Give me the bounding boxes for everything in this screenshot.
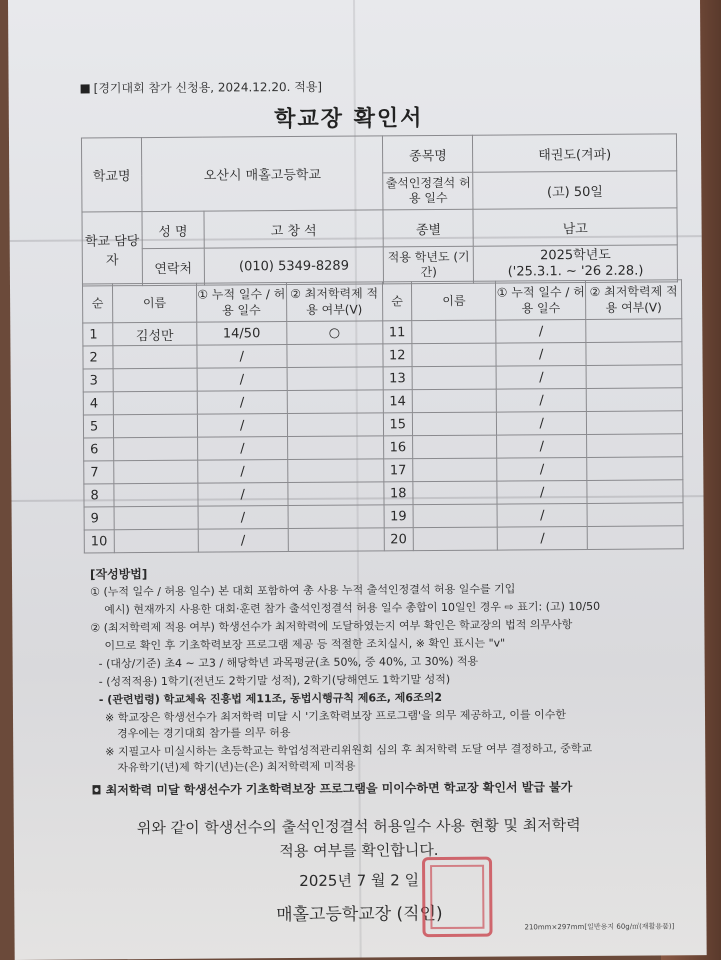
- roster-days-cell: /: [497, 434, 587, 458]
- year-value: 2025학년도 ('25.3.1. ~ '26 2.28.): [474, 245, 678, 283]
- col-min: ② 최저학력제 적용 여부(V): [286, 282, 382, 322]
- method-line: ② (최저학력제 적용 여부) 학생선수가 최저학력에 도달하였는지 여부 확인은 학교장의 법적 의무사항: [90, 618, 573, 635]
- roster-no-cell: 12: [382, 344, 412, 367]
- roster-days-cell: /: [497, 411, 587, 435]
- event-label: 종목명: [383, 135, 473, 173]
- roster-name-cell: [414, 527, 498, 551]
- roster-min-cell: [287, 459, 383, 483]
- roster-days-cell: /: [197, 368, 287, 392]
- roster-no-cell: 5: [83, 415, 113, 438]
- days-label: 출석인정결석 허용 일수: [383, 172, 473, 210]
- confirm-line: 위와 같이 학생선수의 출석인정결석 허용일수 사용 현황 및 최저학력: [136, 816, 581, 838]
- roster-min-cell: [586, 342, 682, 366]
- roster-no-cell: 4: [83, 392, 113, 415]
- roster-no-cell: 1: [83, 323, 113, 346]
- roster-name-cell: [113, 391, 197, 415]
- roster-name-cell: [113, 414, 197, 438]
- roster-name-cell: [413, 366, 497, 390]
- roster-days-cell: /: [496, 319, 586, 343]
- document-paper: [8, 0, 707, 960]
- roster-name-cell: [413, 458, 497, 482]
- roster-days-cell: /: [497, 457, 587, 481]
- roster-name-cell: [114, 460, 198, 484]
- gender-value: 남고: [473, 208, 677, 246]
- year-label: 적용 학년도 (기간): [384, 246, 474, 284]
- staff-label: 학교 담당자: [82, 212, 142, 286]
- roster-no-cell: 14: [383, 390, 413, 413]
- official-seal-stamp: [422, 857, 493, 937]
- confirm-line: 적용 여부를 확인합니다.: [279, 841, 439, 861]
- roster-min-cell: [288, 528, 384, 552]
- roster-no-cell: 10: [84, 530, 114, 553]
- col-days: ① 누적 일수 / 허용 일수: [196, 283, 286, 323]
- roster-days-cell: /: [496, 365, 586, 389]
- roster-no-cell: 7: [84, 461, 114, 484]
- roster-no-cell: 15: [383, 413, 413, 436]
- roster-days-cell: /: [197, 414, 287, 438]
- roster-name-cell: [412, 343, 496, 367]
- roster-days-cell: /: [496, 342, 586, 366]
- roster-no-cell: 18: [383, 482, 413, 505]
- roster-days-cell: /: [498, 526, 588, 550]
- roster-name-cell: [114, 529, 198, 553]
- roster-name-cell: [413, 412, 497, 436]
- method-line: 이므로 확인 후 기초학력보장 프로그램 제공 등 적절한 조치실시, ※ 확인 표시는 "v": [104, 636, 506, 653]
- roster-min-cell: [587, 411, 683, 435]
- roster-min-cell: ○: [286, 321, 382, 345]
- col-name: 이름: [412, 281, 496, 321]
- roster-name-cell: 김성만: [113, 322, 197, 346]
- roster-days-cell: /: [497, 388, 587, 412]
- roster-min-cell: [586, 365, 682, 389]
- roster-min-cell: [287, 344, 383, 368]
- roster-min-cell: [287, 436, 383, 460]
- header-note: [경기대회 참가 신청용, 2024.12.20. 적용]: [81, 78, 323, 97]
- roster-name-cell: [113, 368, 197, 392]
- roster-no-cell: 13: [383, 367, 413, 390]
- roster-min-cell: [587, 457, 683, 481]
- roster-no-cell: 17: [383, 459, 413, 482]
- roster-no-cell: 8: [84, 484, 114, 507]
- roster-name-cell: [412, 320, 496, 344]
- roster-no-cell: 11: [382, 321, 412, 344]
- roster-min-cell: [587, 503, 683, 527]
- roster-min-cell: [587, 526, 683, 550]
- method-line: 예시) 현재까지 사용한 대회·훈련 참가 출석인정결석 허용 일수 총합이 10일인 경우 ⇨ 표기: (고) 10/50: [104, 599, 601, 617]
- roster-days-cell: /: [497, 480, 587, 504]
- days-value: (고) 50일: [473, 171, 677, 209]
- roster-name-cell: [114, 506, 198, 530]
- method-line: 경우에는 경기대회 참가를 의무 허용: [117, 726, 291, 741]
- method-line: 자유학기(년)제 학기(년)는(은) 최저학력제 미적용: [117, 759, 356, 775]
- roster-table: [82, 279, 684, 553]
- roster-days-cell: /: [198, 483, 288, 507]
- roster-no-cell: 3: [83, 369, 113, 392]
- roster-name-cell: [114, 437, 198, 461]
- event-value: 태권도(겨파): [473, 134, 677, 172]
- signer: 매홀고등학교장 (직인): [276, 903, 443, 926]
- gender-label: 종별: [383, 209, 473, 247]
- roster-min-cell: [587, 434, 683, 458]
- school-label: 학교명: [81, 138, 141, 212]
- roster-min-cell: [287, 390, 383, 414]
- roster-min-cell: [288, 482, 384, 506]
- roster-days-cell: /: [198, 506, 288, 530]
- col-name: 이름: [112, 283, 196, 323]
- roster-min-cell: [586, 319, 682, 343]
- roster-name-cell: [113, 345, 197, 369]
- roster-no-cell: 16: [383, 436, 413, 459]
- roster-name-cell: [114, 483, 198, 507]
- paper-spec: 210mm×297mm[일반용지 60g/㎡(재활용품)]: [524, 922, 675, 932]
- method-line: - (대상/기준) 초4 ~ 고3 / 해당학년 과목평균(초 50%, 중 40%, 고 30%) 적용: [98, 654, 479, 671]
- table-row: [84, 526, 683, 553]
- roster-no-cell: 9: [84, 507, 114, 530]
- roster-no-cell: 6: [84, 438, 114, 461]
- document-title: 학교장 확인서: [274, 106, 424, 133]
- roster-days-cell: /: [197, 345, 287, 369]
- roster-min-cell: [586, 388, 682, 412]
- school-value: 오산시 매홀고등학교: [141, 136, 383, 212]
- roster-name-cell: [413, 435, 497, 459]
- col-min: ② 최저학력제 적용 여부(V): [586, 280, 682, 320]
- roster-min-cell: [287, 367, 383, 391]
- roster-name-cell: [414, 504, 498, 528]
- method-title: [작성방법]: [89, 567, 148, 582]
- roster-min-cell: [587, 480, 683, 504]
- method-line: - (성적적용) 1학기(전년도 2학기말 성적), 2학기(당해연도 1학기말 성적): [98, 672, 451, 689]
- roster-min-cell: [287, 413, 383, 437]
- method-line: ※ 학교장은 학생선수가 최저학력 미달 시 '기초학력보장 프로그램'을 의무 제공하고, 이를 이수한: [104, 708, 567, 725]
- confirm-date: 2025년 7 월 2 일: [299, 871, 420, 890]
- roster-days-cell: 14/50: [197, 322, 287, 346]
- roster-name-cell: [413, 481, 497, 505]
- roster-days-cell: /: [197, 437, 287, 461]
- roster-no-cell: 2: [83, 346, 113, 369]
- roster-days-cell: /: [497, 503, 587, 527]
- info-table: [81, 133, 678, 286]
- col-no: 순: [382, 282, 412, 321]
- square-bullet-icon: [81, 84, 90, 93]
- roster-days-cell: /: [198, 529, 288, 553]
- method-line: - (관련법령) 학교체육 진흥법 제11조, 동법시행규칙 제6조, 제6조의2: [98, 690, 443, 707]
- roster-no-cell: 19: [384, 505, 414, 528]
- roster-no-cell: 20: [384, 528, 414, 551]
- col-no: 순: [82, 284, 112, 323]
- name-label: 성 명: [142, 211, 204, 248]
- roster-days-cell: /: [197, 391, 287, 415]
- col-days: ① 누적 일수 / 허용 일수: [496, 280, 586, 320]
- roster-min-cell: [288, 505, 384, 529]
- roster-days-cell: /: [198, 460, 288, 484]
- contact-value: (010) 5349-8289: [204, 247, 384, 285]
- contact-label: 연락처: [142, 248, 204, 285]
- method-line: ※ 지필고사 미실시하는 초등학교는 학업성적관리위원회 심의 후 최저학력 도달 여부 결정하고, 중학교: [105, 741, 593, 759]
- name-value: 고 창 석: [204, 210, 384, 248]
- roster-name-cell: [413, 389, 497, 413]
- method-line: ① (누적 일수 / 허용 일수) 본 대회 포함하여 총 사용 누적 출석인정결석 허용 일수를 기입: [90, 582, 516, 599]
- warning-line: ◘ 최저학력 미달 학생선수가 기초학력보장 프로그램을 미이수하면 학교장 확인서 발급 불가: [91, 780, 573, 798]
